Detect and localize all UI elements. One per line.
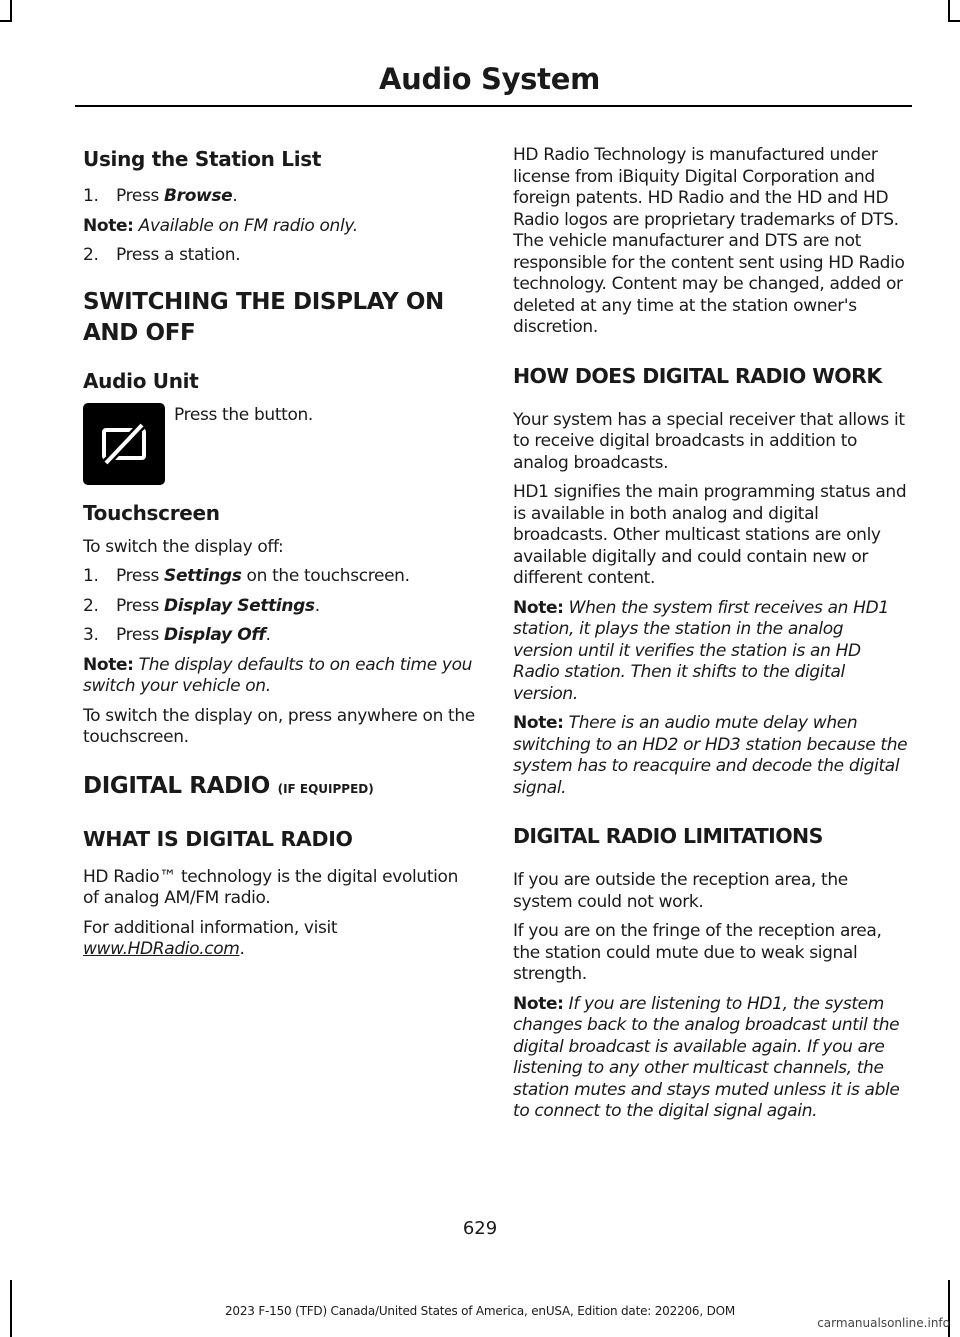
left-column bbox=[83, 145, 478, 969]
crop-mark bbox=[10, 0, 12, 20]
list-item bbox=[83, 186, 478, 208]
note: Note: If you are listening to HD1, the system changes back to the analog broadcast until the digital broadcast is available again. If you are listening to any other multicast channels, the station mutes and stays muted unless it is able to connect to the digital signal again. bbox=[513, 993, 900, 1121]
display-off-label: Display Off bbox=[164, 625, 266, 645]
step-text: Press Settings on the touchscreen. bbox=[116, 566, 410, 586]
license-text: HD Radio Technology is manufactured under license from iBiquity Digital Corporation and foreign patents. HD Radio and the HD and HD Radio logos are proprietary trademarks of DTS. The vehicle manufacturer and DTS are not responsible for the content sent using HD Radio technology. Content may be changed, added or deleted at any time at the station owner's discretion. bbox=[513, 145, 905, 337]
step-number: 1. bbox=[83, 566, 99, 586]
crop-mark bbox=[0, 20, 12, 22]
step-text: Press a station. bbox=[116, 245, 241, 265]
outside-text: If you are outside the reception area, the system could not work. bbox=[513, 870, 848, 912]
digital-radio-limitations-heading: DIGITAL RADIO LIMITATIONS bbox=[513, 824, 823, 848]
page-header-title: Audio System bbox=[378, 62, 600, 96]
station-list-heading: Using the Station List bbox=[83, 147, 322, 171]
step-number: 1. bbox=[83, 186, 99, 206]
step-number: 2. bbox=[83, 595, 99, 616]
touchscreen-heading: Touchscreen bbox=[83, 500, 220, 525]
audio-unit-heading: Audio Unit bbox=[83, 368, 199, 393]
list-item bbox=[83, 566, 478, 588]
note: Note: Available on FM radio only. bbox=[83, 215, 358, 236]
footer-edition: 2023 F-150 (TFD) Canada/United States of America, enUSA, Edition date: 202206, DOM bbox=[224, 1304, 736, 1318]
note: Note: The display defaults to on each time you switch your vehicle on. bbox=[83, 654, 473, 696]
switching-display-heading: SWITCHING THE DISPLAY ON AND OFF bbox=[83, 288, 444, 346]
step-number: 2. bbox=[83, 245, 99, 265]
browse-label: Browse bbox=[164, 186, 233, 206]
digital-radio-heading: DIGITAL RADIO (IF EQUIPPED) bbox=[83, 772, 374, 799]
what-is-text: HD Radio™ technology is the digital evolution of analog AM/FM radio. bbox=[83, 866, 459, 908]
note: Note: There is an audio mute delay when switching to an HD2 or HD3 station because the system has to reacquire and decode the digital signal. bbox=[513, 713, 908, 798]
hdradio-link[interactable]: www.HDRadio.com bbox=[83, 939, 240, 959]
audio-unit-row bbox=[83, 403, 478, 485]
step-text: Press Browse. bbox=[116, 186, 238, 206]
display-settings-label: Display Settings bbox=[164, 595, 315, 616]
list-item bbox=[83, 625, 478, 647]
fringe-text: If you are on the fringe of the reception area, the station could mute due to weak signal strength. bbox=[513, 921, 882, 984]
step-number: 3. bbox=[83, 625, 99, 645]
what-is-digital-radio-heading: WHAT IS DIGITAL RADIO bbox=[83, 826, 353, 851]
how-text: Your system has a special receiver that allows it to receive digital broadcasts in addition to analog broadcasts. bbox=[513, 409, 905, 473]
display-off-button-icon bbox=[83, 403, 165, 485]
crop-mark bbox=[948, 0, 950, 20]
audio-unit-text: Press the button. bbox=[174, 404, 313, 425]
step-text: Press Display Off. bbox=[116, 625, 271, 645]
crop-mark bbox=[948, 20, 960, 22]
list-item bbox=[83, 245, 478, 267]
hd1-text: HD1 signifies the main programming status and is available in both analog and digital broadcasts. Other multicast stations are only available digitally and could contain new or different content. bbox=[513, 482, 907, 588]
list-item bbox=[83, 596, 478, 618]
page-number: 629 bbox=[462, 1218, 498, 1239]
switch-on-text: To switch the display on, press anywhere on the touchscreen. bbox=[83, 705, 475, 747]
if-equipped-label: (IF EQUIPPED) bbox=[277, 781, 374, 796]
header-divider bbox=[75, 105, 912, 107]
note: Note: When the system first receives an HD1 station, it plays the station in the analog version until it verifies the station is an HD Radio station. Then it shifts to the digital version. bbox=[513, 597, 889, 704]
watermark: carmanualsonline.info bbox=[817, 1316, 950, 1330]
step-text: Press Display Settings. bbox=[116, 595, 320, 616]
how-digital-radio-works-heading: HOW DOES DIGITAL RADIO WORK bbox=[513, 363, 882, 388]
right-column bbox=[513, 145, 908, 1131]
switch-off-intro: To switch the display off: bbox=[83, 536, 284, 557]
settings-label: Settings bbox=[164, 566, 242, 586]
additional-info: For additional information, visit www.HDRadio.com. bbox=[83, 917, 338, 959]
